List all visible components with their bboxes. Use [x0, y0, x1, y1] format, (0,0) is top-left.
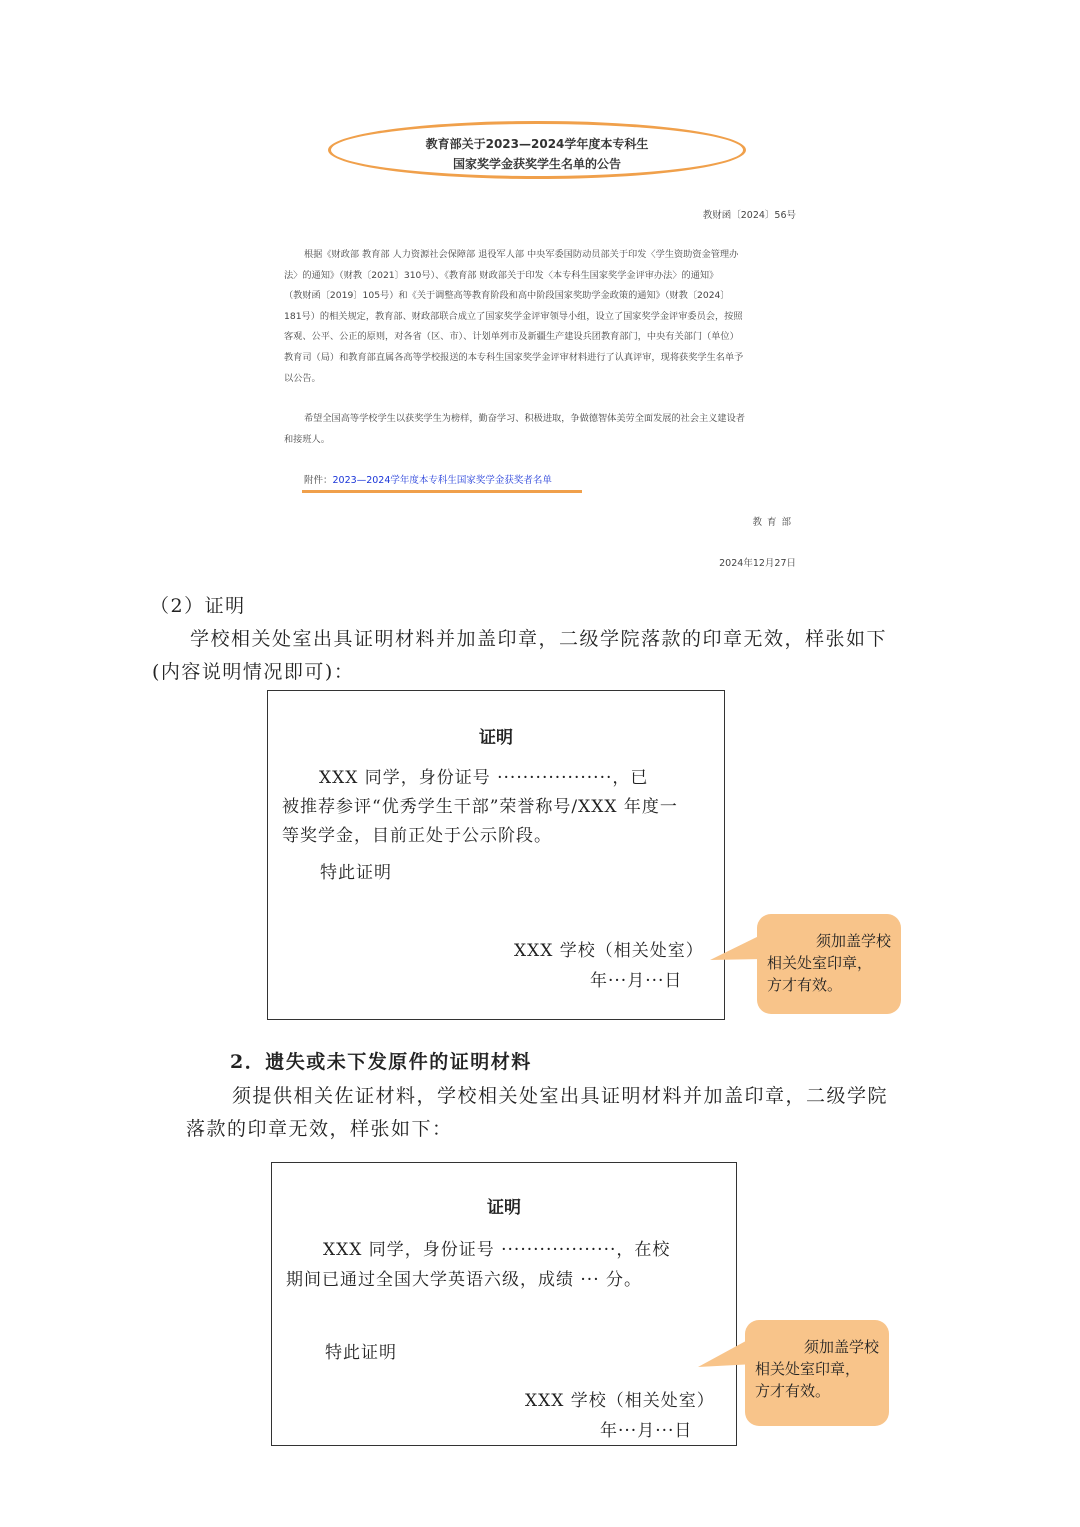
proof-sample-box-1	[267, 690, 725, 1020]
section-lost-line2: 落款的印章无效，样张如下：	[186, 1118, 453, 1140]
body-line: 希望全国高等学校学生以获奖学生为榜样，勤奋学习、积极进取，争做德智体美劳全面发展的社会主义建设者	[304, 413, 745, 425]
proof-line: XXX 同学，身份证号 ··················，已	[319, 768, 649, 788]
body-line: 教育司（局）和教育部直属各高等学校报送的本专科生国家奖学金评审材料进行了认真评审，现将获奖学生名单予	[284, 351, 744, 363]
body-line: 以公告。	[284, 372, 321, 384]
body-line: 法〉的通知》（财教〔2021〕310号）、《教育部 财政部关于印发〈本专科生国家奖学金评审办法〉的通知》	[284, 269, 719, 281]
callout-line3: 方才有效。	[755, 1382, 831, 1400]
proof-closing: 特此证明	[320, 863, 392, 883]
callout-line3: 方才有效。	[767, 976, 843, 994]
document-number: 教财函〔2024〕56号	[702, 210, 796, 221]
body-line: （教财函〔2019〕105号）和《关于调整高等教育阶段和高中阶段国家奖助学金政策的通知》（财教〔2024〕	[284, 290, 730, 302]
attachment-label: 附件：	[304, 475, 333, 486]
proof-sample-box-2	[271, 1162, 737, 1446]
announcement-title	[328, 134, 746, 174]
stamp-required-callout-1	[757, 914, 901, 1014]
attachment	[304, 472, 552, 486]
section-heading-proof: （2）证明	[150, 595, 246, 617]
proof-line: 等奖学金，目前正处于公示阶段。	[282, 826, 552, 846]
proof-signature: XXX 学校（相关处室）	[514, 941, 704, 961]
section-proof-line2: (内容说明情况即可)：	[152, 661, 355, 683]
body-line: 客观、公平、公正的原则，对各省（区、市）、计划单列市及新疆生产建设兵团教育部门，中央有关部门（单位）	[284, 331, 739, 343]
section-lost-line1: 须提供相关佐证材料，学校相关处室出具证明材料并加盖印章，二级学院	[232, 1085, 889, 1107]
stamp-required-callout-2	[745, 1320, 889, 1426]
proof-title: 证明	[479, 728, 513, 748]
proof-date: 年···月···日	[600, 1421, 693, 1441]
announcement-title-line1: 教育部关于2023—2024学年度本专科生	[425, 137, 649, 151]
announcement-body	[284, 245, 796, 450]
proof-line: XXX 同学，身份证号 ··················，在校	[323, 1240, 671, 1260]
attachment-highlight-underline	[302, 490, 582, 493]
proof-closing: 特此证明	[325, 1343, 397, 1363]
proof-date: 年···月···日	[590, 971, 683, 991]
callout-line1: 须加盖学校	[803, 1338, 879, 1356]
callout-line2: 相关处室印章，	[767, 954, 873, 972]
section-heading-lost-originals: 2．遗失或未下发原件的证明材料	[230, 1051, 532, 1073]
callout-line1: 须加盖学校	[815, 932, 891, 950]
attachment-link[interactable]: 2023—2024学年度本专科生国家奖学金获奖者名单	[332, 475, 552, 486]
proof-title: 证明	[487, 1198, 521, 1218]
issue-date: 2024年12月27日	[719, 558, 796, 569]
body-line: 根据《财政部 教育部 人力资源社会保障部 退役军人部 中央军委国防动员部关于印发〈学生资助资金管理办	[304, 249, 739, 260]
issuer: 教育部	[752, 517, 796, 528]
proof-line: 期间已通过全国大学英语六级，成绩 ··· 分。	[286, 1270, 643, 1290]
body-line: 和接班人。	[284, 433, 330, 445]
proof-signature: XXX 学校（相关处室）	[525, 1391, 715, 1411]
body-line: 181号）的相关规定，教育部、财政部联合成立了国家奖学金评审领导小组，设立了国家奖学金评审委员会，按照	[284, 310, 743, 322]
callout-line2: 相关处室印章，	[755, 1360, 861, 1378]
proof-line: 被推荐参评“优秀学生干部”荣誉称号/XXX 年度一	[282, 797, 678, 817]
announcement-title-line2: 国家奖学金获奖学生名单的公告	[452, 157, 621, 171]
section-proof-line1: 学校相关处室出具证明材料并加盖印章，二级学院落款的印章无效，样张如下	[190, 628, 888, 650]
